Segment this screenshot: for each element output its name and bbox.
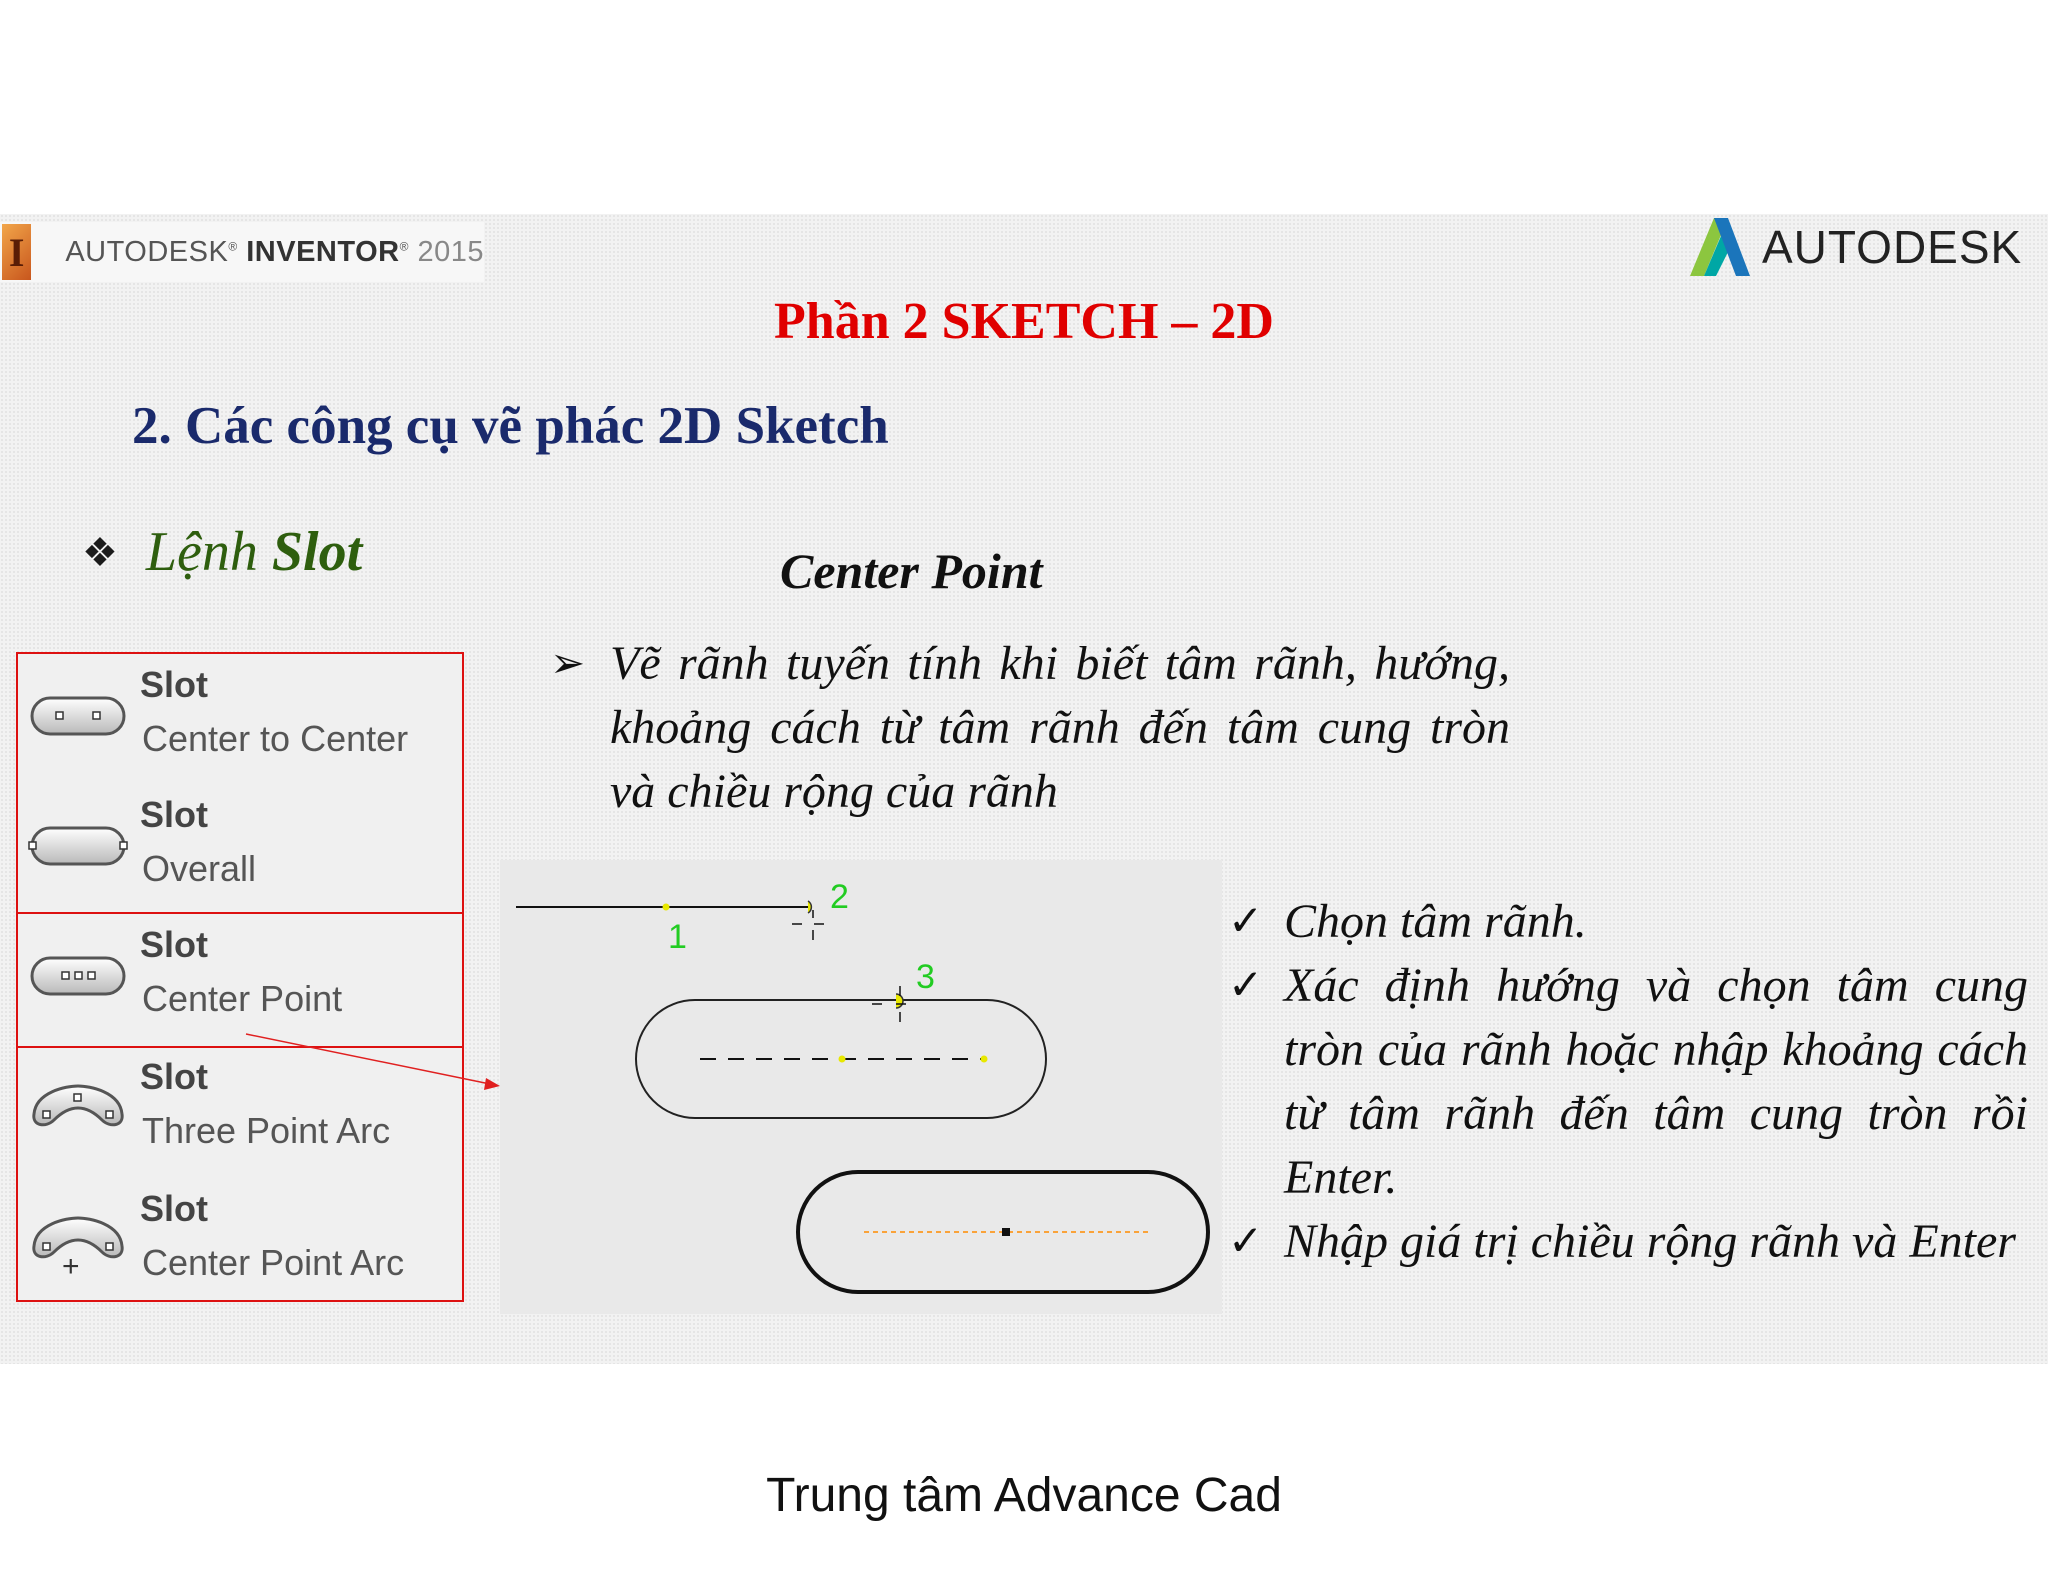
step-text: Xác định hướng và chọn tâm cung tròn của rãnh hoặc nhập khoảng cách từ tâm rãnh đến tâm cung tròn rồi Enter. (1284, 959, 2028, 1204)
description-text: Vẽ rãnh tuyến tính khi biết tâm rãnh, hướng, khoảng cách từ tâm rãnh đến tâm cung tròn và chiều rộng của rãnh (610, 637, 1510, 818)
arc-point-2 (808, 901, 811, 913)
command-name: Slot (271, 521, 363, 583)
step-item (1228, 890, 2028, 954)
plus-icon: + (62, 1250, 80, 1283)
product-name: INVENTOR (246, 235, 400, 268)
inventor-logo-text: AUTODESK® INVENTOR® 2015 (65, 235, 484, 268)
product-year: 2015 (417, 235, 484, 268)
autodesk-wordmark: AUTODESK (1762, 221, 2023, 273)
arc-point-3 (896, 994, 903, 1008)
diamond-bullet-icon: ❖ (82, 529, 118, 575)
menu-item-title: Slot (140, 794, 208, 835)
step-label-2: 2 (830, 878, 849, 916)
preview-center-point (839, 1056, 846, 1063)
step-text: Nhập giá trị chiều rộng rãnh và Enter (1284, 1215, 2016, 1268)
step-label-1: 1 (668, 918, 687, 956)
checkmark-icon: ✓ (1228, 963, 1264, 1009)
arrow-bullet-icon: ➢ (550, 641, 586, 687)
slot-drawing (500, 860, 1222, 1314)
step-text: Chọn tâm rãnh. (1284, 895, 1587, 948)
command-prefix: Lệnh (145, 521, 258, 583)
crosshair-cursor-icon (792, 910, 824, 940)
steps-list (1228, 890, 2028, 1274)
center-point-1 (663, 904, 670, 911)
menu-item-title: Slot (140, 924, 208, 965)
menu-item-title: Slot (140, 1188, 208, 1229)
step-item (1228, 954, 2028, 1210)
center-point-heading: Center Point (780, 543, 1043, 599)
product-brand: AUTODESK (65, 235, 229, 268)
checkmark-icon: ✓ (1228, 899, 1264, 945)
menu-item-subtitle: Center Point Arc (142, 1242, 405, 1283)
step-label-3: 3 (916, 958, 935, 996)
slide-title: Phần 2 SKETCH – 2D (774, 293, 1274, 350)
menu-item-title: Slot (140, 664, 208, 705)
menu-item-title: Slot (140, 1056, 208, 1097)
section-subtitle: 2. Các công cụ vẽ phác 2D Sketch (132, 397, 889, 455)
footer-text: Trung tâm Advance Cad (766, 1469, 1282, 1522)
slot-illustration (500, 860, 1222, 1314)
inventor-badge-icon: I (2, 224, 31, 280)
crosshair-cursor-icon (872, 986, 906, 1022)
preview-end-point (981, 1056, 988, 1063)
final-center-point (1002, 1228, 1010, 1236)
menu-item-subtitle: Three Point Arc (142, 1110, 391, 1151)
menu-item-subtitle: Center to Center (142, 718, 409, 759)
menu-item-subtitle: Overall (142, 848, 257, 889)
step-item (1228, 1210, 2028, 1274)
checkmark-icon: ✓ (1228, 1219, 1264, 1265)
menu-item-subtitle: Center Point (142, 978, 343, 1019)
